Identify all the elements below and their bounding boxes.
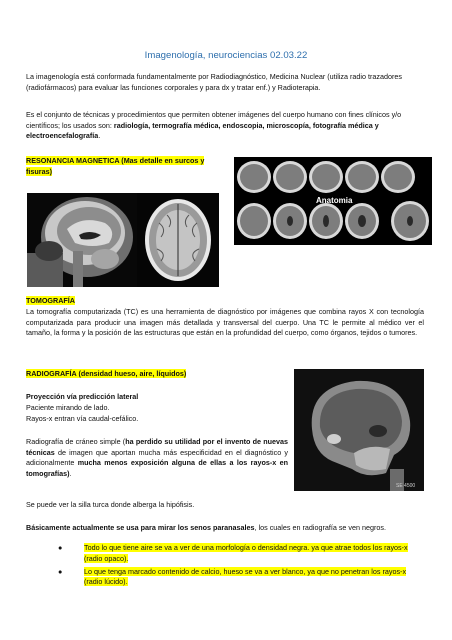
mri-sagittal-image (27, 193, 137, 287)
mri-sagittal-graphic (27, 193, 137, 287)
rm-heading (26, 156, 228, 177)
tomografia-heading (26, 296, 424, 307)
skull-text-c: de imagen que aportan mucha más especificidad en el diagnóstico y adicionalmente (26, 447, 288, 468)
ct-grid-graphic (234, 157, 432, 245)
bullet-dot-icon: ● (58, 543, 63, 552)
projection-line-1: Paciente mirando de lado. (26, 403, 110, 412)
projection-title-text: Proyección vía predicción lateral (26, 392, 139, 401)
skull-xray-image (294, 369, 424, 491)
mri-axial-image (137, 193, 219, 287)
techniques-list: radiología, termografía médica, endoscopia, microscopía, fotografía médica y electroencefalografía (26, 120, 379, 141)
techniques-prefix: Es el conjunto de técnicas y procedimientos que permiten obtener imágenes del cuerpo humano con fines clínicos y/o científicos; los usados son: (26, 110, 402, 130)
senos-rest: , los cuales en radiografía se ven negros. (254, 523, 386, 532)
ct-anatomy-grid-image (234, 157, 432, 245)
tomografia-paragraph: La tomografía computarizada (TC) es una herramienta de diagnóstico por imágenes que combina rayos X con tecnología computarizada para producir una imagen más detallada y transversal del cuerpo. Una TC le permite al médico ver el tamaño, la forma y la posición de las estructuras que están en la profundidad del cuerpo, como órganos, tejidos o tumores. (26, 307, 424, 338)
mri-axial-graphic (137, 193, 219, 287)
list-item (54, 543, 426, 565)
page-title: Imagenología, neurociencias 02.03.22 (144, 50, 308, 61)
silla-turca-note: Se puede ver la silla turca donde alberga la hipófisis. (26, 500, 195, 509)
radiografia-heading-text: RADIOGRAFÍA (densidad hueso, aire, líquidos) (26, 369, 187, 378)
senos-bold: Básicamente actualmente se usa para mirar los senos paranasales (26, 523, 255, 532)
rm-heading-text: RESONANCIA MAGNETICA (Mas detalle en surcos y fisuras) (26, 156, 205, 176)
skull-xray-graphic (294, 369, 424, 491)
bullet-text: Lo que tenga marcado contenido de calcio, hueso se va a ver blanco, ya que no penetran los rayos-x (radio lúcido). (84, 566, 407, 587)
projection-line-2: Rayos-x entran vía caudal-cefálico. (26, 414, 139, 423)
radiografia-heading (26, 369, 276, 380)
bullet-text: Todo lo que tiene aire se va a ver de una morfología o densidad negra. ya que atrae todos los rayos-x (radio opaco). (84, 543, 408, 563)
bullet-dot-icon: ● (58, 566, 63, 576)
techniques-paragraph (26, 110, 424, 142)
ct-grid-label: Anatomia (316, 196, 353, 205)
projection-title (26, 392, 266, 403)
list-item (54, 567, 426, 589)
skull-text-a: Radiografía de cráneo simple ( (26, 437, 126, 446)
senos-paragraph (26, 523, 424, 534)
bullet-list (54, 543, 426, 590)
skull-text-e: . (69, 468, 72, 478)
skull-xray-paragraph (26, 437, 288, 479)
skull-text-b: ha perdido su utilidad por el invento de nuevas técnicas (26, 437, 288, 457)
skull-text-d: mucha menos exposición alguna de ellas a los rayos-x en tomografías) (26, 458, 288, 478)
tomografia-heading-text: TOMOGRAFÍA (26, 296, 75, 305)
techniques-suffix: . (98, 131, 101, 141)
intro-paragraph: La imagenología está conformada fundamentalmente por Radiodiagnóstico, Medicina Nuclear (utiliza radio trazadores (radiofármacos) para evaluar las funciones corporales y para dx y tratar enf.) y Radioterapia. (26, 72, 402, 92)
xray-stamp: SE 4500 (396, 483, 416, 489)
